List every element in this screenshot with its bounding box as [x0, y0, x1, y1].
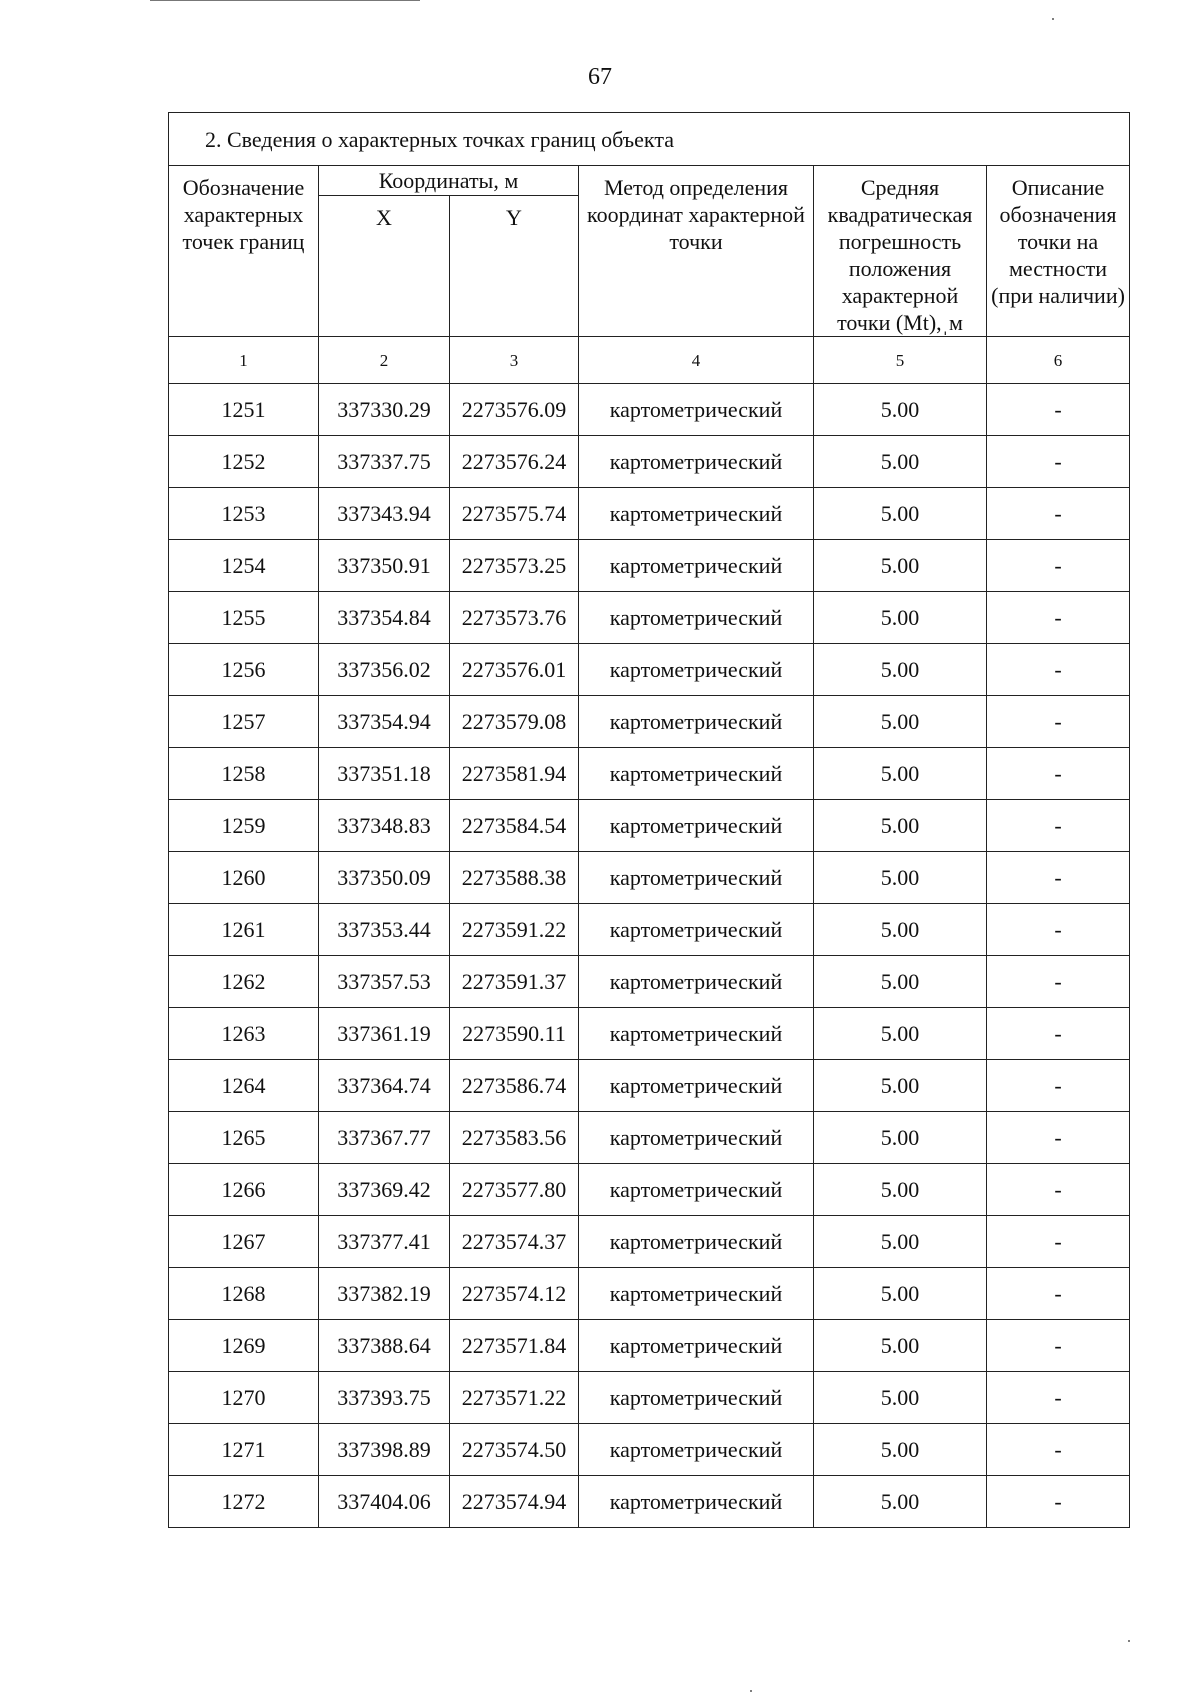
point-id-cell: 1252: [169, 436, 319, 488]
point-id-cell: 1270: [169, 1372, 319, 1424]
error-cell: 5.00: [814, 540, 987, 592]
error-cell: 5.00: [814, 1268, 987, 1320]
point-id-cell: 1251: [169, 384, 319, 436]
point-id-cell: 1266: [169, 1164, 319, 1216]
method-cell: картометрический: [579, 1424, 814, 1476]
description-cell: -: [987, 748, 1130, 800]
description-cell: -: [987, 1216, 1130, 1268]
y-coordinate-cell: 2273574.12: [450, 1268, 579, 1320]
page-number: 67: [588, 64, 612, 90]
y-coordinate-cell: 2273588.38: [450, 852, 579, 904]
x-coordinate-cell: 337367.77: [319, 1112, 450, 1164]
header-coordinates: Координаты, м: [319, 166, 579, 196]
description-cell: -: [987, 1424, 1130, 1476]
method-cell: картометрический: [579, 384, 814, 436]
column-number: 4: [579, 337, 814, 384]
error-cell: 5.00: [814, 956, 987, 1008]
x-coordinate-cell: 337354.94: [319, 696, 450, 748]
y-coordinate-cell: 2273576.09: [450, 384, 579, 436]
description-cell: -: [987, 1008, 1130, 1060]
column-numbers-row: [169, 337, 1130, 384]
table-row: [169, 800, 1130, 852]
x-coordinate-cell: 337382.19: [319, 1268, 450, 1320]
method-cell: картометрический: [579, 1112, 814, 1164]
method-cell: картометрический: [579, 540, 814, 592]
x-coordinate-cell: 337351.18: [319, 748, 450, 800]
y-coordinate-cell: 2273581.94: [450, 748, 579, 800]
table-row: [169, 488, 1130, 540]
description-cell: -: [987, 1268, 1130, 1320]
error-cell: 5.00: [814, 748, 987, 800]
description-cell: -: [987, 384, 1130, 436]
y-coordinate-cell: 2273576.24: [450, 436, 579, 488]
method-cell: картометрический: [579, 800, 814, 852]
header-method: Метод определения координат характерной точки: [579, 166, 814, 337]
method-cell: картометрический: [579, 904, 814, 956]
section-title: 2. Сведения о характерных точках границ объекта: [169, 113, 1130, 166]
x-coordinate-cell: 337398.89: [319, 1424, 450, 1476]
method-cell: картометрический: [579, 852, 814, 904]
y-coordinate-cell: 2273576.01: [450, 644, 579, 696]
error-cell: 5.00: [814, 488, 987, 540]
y-coordinate-cell: 2273571.22: [450, 1372, 579, 1424]
column-number: 1: [169, 337, 319, 384]
point-id-cell: 1259: [169, 800, 319, 852]
table-row: [169, 1476, 1130, 1528]
y-coordinate-cell: 2273583.56: [450, 1112, 579, 1164]
y-coordinate-cell: 2273584.54: [450, 800, 579, 852]
y-coordinate-cell: 2273571.84: [450, 1320, 579, 1372]
point-id-cell: 1254: [169, 540, 319, 592]
description-cell: -: [987, 1112, 1130, 1164]
error-cell: 5.00: [814, 644, 987, 696]
method-cell: картометрический: [579, 1164, 814, 1216]
y-coordinate-cell: 2273574.50: [450, 1424, 579, 1476]
table-row: [169, 644, 1130, 696]
method-cell: картометрический: [579, 644, 814, 696]
x-coordinate-cell: 337350.09: [319, 852, 450, 904]
y-coordinate-cell: 2273586.74: [450, 1060, 579, 1112]
x-coordinate-cell: 337364.74: [319, 1060, 450, 1112]
table-row: [169, 904, 1130, 956]
x-coordinate-cell: 337361.19: [319, 1008, 450, 1060]
method-cell: картометрический: [579, 436, 814, 488]
method-cell: картометрический: [579, 488, 814, 540]
method-cell: картометрический: [579, 1320, 814, 1372]
description-cell: -: [987, 1476, 1130, 1528]
y-coordinate-cell: 2273577.80: [450, 1164, 579, 1216]
x-coordinate-cell: 337330.29: [319, 384, 450, 436]
table-row: [169, 696, 1130, 748]
error-cell: 5.00: [814, 852, 987, 904]
point-id-cell: 1261: [169, 904, 319, 956]
error-cell: 5.00: [814, 384, 987, 436]
y-coordinate-cell: 2273573.76: [450, 592, 579, 644]
error-cell: 5.00: [814, 1216, 987, 1268]
x-coordinate-cell: 337353.44: [319, 904, 450, 956]
point-id-cell: 1253: [169, 488, 319, 540]
table-row: [169, 1372, 1130, 1424]
description-cell: -: [987, 1060, 1130, 1112]
table-row: [169, 384, 1130, 436]
x-coordinate-cell: 337350.91: [319, 540, 450, 592]
description-cell: -: [987, 1320, 1130, 1372]
x-coordinate-cell: 337393.75: [319, 1372, 450, 1424]
table-row: [169, 852, 1130, 904]
table-row: [169, 1320, 1130, 1372]
y-coordinate-cell: 2273575.74: [450, 488, 579, 540]
error-cell: 5.00: [814, 1112, 987, 1164]
point-id-cell: 1264: [169, 1060, 319, 1112]
x-coordinate-cell: 337354.84: [319, 592, 450, 644]
y-coordinate-cell: 2273579.08: [450, 696, 579, 748]
description-cell: -: [987, 800, 1130, 852]
error-cell: 5.00: [814, 1320, 987, 1372]
x-coordinate-cell: 337348.83: [319, 800, 450, 852]
table-row: [169, 748, 1130, 800]
header-description: Описание обозначения точки на местности (при наличии): [987, 166, 1130, 337]
method-cell: картометрический: [579, 956, 814, 1008]
table-row: [169, 436, 1130, 488]
point-id-cell: 1257: [169, 696, 319, 748]
description-cell: -: [987, 644, 1130, 696]
y-coordinate-cell: 2273591.37: [450, 956, 579, 1008]
description-cell: -: [987, 592, 1130, 644]
table-row: [169, 540, 1130, 592]
table-row: [169, 1216, 1130, 1268]
table-row: [169, 956, 1130, 1008]
method-cell: картометрический: [579, 1476, 814, 1528]
x-coordinate-cell: 337357.53: [319, 956, 450, 1008]
boundary-points-table: [168, 112, 1130, 1528]
x-coordinate-cell: 337337.75: [319, 436, 450, 488]
method-cell: картометрический: [579, 1008, 814, 1060]
error-cell: 5.00: [814, 592, 987, 644]
header-y: Y: [450, 195, 579, 336]
error-cell: 5.00: [814, 696, 987, 748]
x-coordinate-cell: 337377.41: [319, 1216, 450, 1268]
point-id-cell: 1265: [169, 1112, 319, 1164]
description-cell: -: [987, 1372, 1130, 1424]
error-cell: 5.00: [814, 904, 987, 956]
error-cell: 5.00: [814, 436, 987, 488]
scan-speck: [750, 1690, 752, 1692]
header-error: Средняя квадратическая погрешность положения характерной точки (Mt),ˌм: [814, 166, 987, 337]
description-cell: -: [987, 540, 1130, 592]
description-cell: -: [987, 436, 1130, 488]
point-id-cell: 1272: [169, 1476, 319, 1528]
point-id-cell: 1263: [169, 1008, 319, 1060]
table-row: [169, 1060, 1130, 1112]
error-cell: 5.00: [814, 1164, 987, 1216]
point-id-cell: 1256: [169, 644, 319, 696]
point-id-cell: 1262: [169, 956, 319, 1008]
description-cell: -: [987, 488, 1130, 540]
x-coordinate-cell: 337388.64: [319, 1320, 450, 1372]
column-number: 2: [319, 337, 450, 384]
table-body: [169, 384, 1130, 1528]
header-x: X: [319, 195, 450, 336]
x-coordinate-cell: 337343.94: [319, 488, 450, 540]
error-cell: 5.00: [814, 1060, 987, 1112]
point-id-cell: 1267: [169, 1216, 319, 1268]
error-cell: 5.00: [814, 800, 987, 852]
point-id-cell: 1271: [169, 1424, 319, 1476]
description-cell: -: [987, 696, 1130, 748]
method-cell: картометрический: [579, 696, 814, 748]
error-cell: 5.00: [814, 1476, 987, 1528]
point-id-cell: 1269: [169, 1320, 319, 1372]
y-coordinate-cell: 2273574.37: [450, 1216, 579, 1268]
method-cell: картометрический: [579, 1060, 814, 1112]
column-number: 3: [450, 337, 579, 384]
table-row: [169, 1164, 1130, 1216]
method-cell: картометрический: [579, 1372, 814, 1424]
header-designation: Обозначение характерных точек границ: [169, 166, 319, 337]
x-coordinate-cell: 337404.06: [319, 1476, 450, 1528]
point-id-cell: 1260: [169, 852, 319, 904]
error-cell: 5.00: [814, 1372, 987, 1424]
description-cell: -: [987, 904, 1130, 956]
method-cell: картометрический: [579, 1268, 814, 1320]
description-cell: -: [987, 1164, 1130, 1216]
method-cell: картометрический: [579, 1216, 814, 1268]
point-id-cell: 1268: [169, 1268, 319, 1320]
method-cell: картометрический: [579, 592, 814, 644]
method-cell: картометрический: [579, 748, 814, 800]
description-cell: -: [987, 956, 1130, 1008]
table-row: [169, 1112, 1130, 1164]
point-id-cell: 1255: [169, 592, 319, 644]
error-cell: 5.00: [814, 1008, 987, 1060]
column-number: 6: [987, 337, 1130, 384]
x-coordinate-cell: 337356.02: [319, 644, 450, 696]
table-row: [169, 1268, 1130, 1320]
y-coordinate-cell: 2273590.11: [450, 1008, 579, 1060]
y-coordinate-cell: 2273591.22: [450, 904, 579, 956]
scan-speck: [1128, 1640, 1130, 1642]
scan-speck: [1052, 18, 1054, 20]
table-row: [169, 1008, 1130, 1060]
description-cell: -: [987, 852, 1130, 904]
point-id-cell: 1258: [169, 748, 319, 800]
y-coordinate-cell: 2273574.94: [450, 1476, 579, 1528]
error-cell: 5.00: [814, 1424, 987, 1476]
table-row: [169, 592, 1130, 644]
x-coordinate-cell: 337369.42: [319, 1164, 450, 1216]
table-row: [169, 1424, 1130, 1476]
y-coordinate-cell: 2273573.25: [450, 540, 579, 592]
column-number: 5: [814, 337, 987, 384]
scan-artifact-line: [150, 0, 420, 1]
